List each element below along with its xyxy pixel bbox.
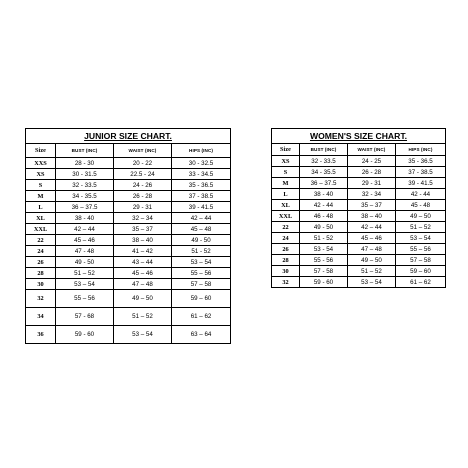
measurement-cell: 35 – 37 bbox=[348, 200, 396, 211]
table-row bbox=[272, 244, 446, 255]
measurement-cell: 46 - 48 bbox=[300, 211, 348, 222]
measurement-cell: 41 – 42 bbox=[114, 246, 172, 257]
table-row bbox=[26, 180, 231, 191]
measurement-cell: 32 - 33.5 bbox=[56, 180, 114, 191]
measurement-cell: 38 - 40 bbox=[56, 213, 114, 224]
table-row bbox=[272, 178, 446, 189]
table-row bbox=[26, 257, 231, 268]
table-row bbox=[26, 279, 231, 290]
measurement-cell: 51 – 52 bbox=[114, 308, 172, 326]
size-cell: XXL bbox=[26, 224, 56, 235]
measurement-cell: 34 - 35.5 bbox=[300, 167, 348, 178]
table-row bbox=[272, 266, 446, 277]
measurement-cell: 22.5 - 24 bbox=[114, 169, 172, 180]
table-row bbox=[26, 326, 231, 344]
size-cell: S bbox=[272, 167, 300, 178]
size-cell: 28 bbox=[272, 255, 300, 266]
measurement-cell: 38 – 40 bbox=[114, 235, 172, 246]
measurement-cell: 43 – 44 bbox=[114, 257, 172, 268]
table-row bbox=[272, 222, 446, 233]
measurement-cell: 45 - 48 bbox=[396, 200, 446, 211]
measurement-cell: 20 - 22 bbox=[114, 158, 172, 169]
size-cell: 26 bbox=[272, 244, 300, 255]
table-row bbox=[272, 167, 446, 178]
measurement-cell: 51 – 52 bbox=[56, 268, 114, 279]
measurement-cell: 45 – 48 bbox=[172, 224, 231, 235]
table-row bbox=[26, 224, 231, 235]
junior-size-chart bbox=[25, 128, 231, 344]
measurement-cell: 57 - 58 bbox=[300, 266, 348, 277]
size-cell: XL bbox=[26, 213, 56, 224]
size-cell: 22 bbox=[272, 222, 300, 233]
size-cell: XS bbox=[272, 156, 300, 167]
measurement-cell: 53 – 54 bbox=[348, 277, 396, 288]
measurement-cell: 51 - 52 bbox=[300, 233, 348, 244]
measurement-cell: 47 – 48 bbox=[114, 279, 172, 290]
measurement-cell: 35 – 37 bbox=[114, 224, 172, 235]
measurement-cell: 24 - 25 bbox=[348, 156, 396, 167]
table-row bbox=[26, 235, 231, 246]
measurement-cell: 37 - 38.5 bbox=[396, 167, 446, 178]
measurement-cell: 32 - 34 bbox=[348, 189, 396, 200]
measurement-cell: 42 – 44 bbox=[172, 213, 231, 224]
table-row bbox=[26, 308, 231, 326]
table-row bbox=[272, 277, 446, 288]
measurement-cell: 57 – 58 bbox=[172, 279, 231, 290]
junior-column-header: HIPS (INC) bbox=[172, 144, 231, 158]
measurement-cell: 55 – 56 bbox=[396, 244, 446, 255]
size-cell: XL bbox=[272, 200, 300, 211]
measurement-cell: 36 – 37.5 bbox=[56, 202, 114, 213]
table-row bbox=[272, 211, 446, 222]
measurement-cell: 57 – 58 bbox=[396, 255, 446, 266]
measurement-cell: 35 - 36.5 bbox=[396, 156, 446, 167]
measurement-cell: 29 - 31 bbox=[348, 178, 396, 189]
size-cell: M bbox=[26, 191, 56, 202]
measurement-cell: 49 – 50 bbox=[396, 211, 446, 222]
junior-column-header: WAIST (INC) bbox=[114, 144, 172, 158]
size-cell: 34 bbox=[26, 308, 56, 326]
measurement-cell: 55 - 56 bbox=[300, 255, 348, 266]
measurement-cell: 53 – 54 bbox=[172, 257, 231, 268]
measurement-cell: 37 - 38.5 bbox=[172, 191, 231, 202]
measurement-cell: 38 – 40 bbox=[348, 211, 396, 222]
measurement-cell: 34 - 35.5 bbox=[56, 191, 114, 202]
junior-column-header: Size bbox=[26, 144, 56, 158]
measurement-cell: 38 - 40 bbox=[300, 189, 348, 200]
size-cell: 24 bbox=[26, 246, 56, 257]
measurement-cell: 55 – 56 bbox=[56, 290, 114, 308]
table-row bbox=[272, 156, 446, 167]
measurement-cell: 45 – 46 bbox=[56, 235, 114, 246]
table-row bbox=[26, 191, 231, 202]
measurement-cell: 30 - 32.5 bbox=[172, 158, 231, 169]
table-row bbox=[26, 158, 231, 169]
table-row bbox=[26, 202, 231, 213]
size-cell: XS bbox=[26, 169, 56, 180]
measurement-cell: 61 – 62 bbox=[396, 277, 446, 288]
measurement-cell: 45 – 46 bbox=[114, 268, 172, 279]
table-row bbox=[26, 169, 231, 180]
womens-title-row bbox=[272, 129, 446, 144]
size-cell: S bbox=[26, 180, 56, 191]
measurement-cell: 39 - 41.5 bbox=[172, 202, 231, 213]
size-cell: 24 bbox=[272, 233, 300, 244]
measurement-cell: 42 – 44 bbox=[348, 222, 396, 233]
table-row bbox=[272, 189, 446, 200]
measurement-cell: 32 – 34 bbox=[114, 213, 172, 224]
size-cell: 30 bbox=[272, 266, 300, 277]
junior-title-row bbox=[26, 129, 231, 144]
measurement-cell: 30 - 31.5 bbox=[56, 169, 114, 180]
measurement-cell: 61 – 62 bbox=[172, 308, 231, 326]
measurement-cell: 45 – 46 bbox=[348, 233, 396, 244]
size-cell: L bbox=[26, 202, 56, 213]
table-row bbox=[272, 255, 446, 266]
womens-chart-title: WOMEN'S SIZE CHART. bbox=[272, 129, 446, 144]
size-cell: 28 bbox=[26, 268, 56, 279]
womens-column-header: BUST (INC) bbox=[300, 144, 348, 156]
measurement-cell: 53 - 54 bbox=[300, 244, 348, 255]
measurement-cell: 51 – 52 bbox=[348, 266, 396, 277]
size-cell: M bbox=[272, 178, 300, 189]
measurement-cell: 33 - 34.5 bbox=[172, 169, 231, 180]
measurement-cell: 55 – 56 bbox=[172, 268, 231, 279]
measurement-cell: 59 - 60 bbox=[56, 326, 114, 344]
womens-size-chart bbox=[271, 128, 446, 288]
measurement-cell: 59 – 60 bbox=[172, 290, 231, 308]
junior-header-row bbox=[26, 144, 231, 158]
table-row bbox=[26, 246, 231, 257]
junior-size-chart-body bbox=[26, 129, 231, 344]
measurement-cell: 47 - 48 bbox=[56, 246, 114, 257]
size-cell: 32 bbox=[272, 277, 300, 288]
measurement-cell: 49 - 50 bbox=[300, 222, 348, 233]
measurement-cell: 49 – 50 bbox=[114, 290, 172, 308]
measurement-cell: 32 - 33.5 bbox=[300, 156, 348, 167]
measurement-cell: 26 - 28 bbox=[114, 191, 172, 202]
size-cell: XXL bbox=[272, 211, 300, 222]
size-cell: 26 bbox=[26, 257, 56, 268]
measurement-cell: 53 – 54 bbox=[114, 326, 172, 344]
measurement-cell: 24 - 26 bbox=[114, 180, 172, 191]
table-row bbox=[272, 200, 446, 211]
table-row bbox=[26, 213, 231, 224]
size-cell: 30 bbox=[26, 279, 56, 290]
table-row bbox=[272, 233, 446, 244]
womens-column-header: HIPS (INC) bbox=[396, 144, 446, 156]
size-cell: 36 bbox=[26, 326, 56, 344]
measurement-cell: 29 - 31 bbox=[114, 202, 172, 213]
womens-header-row bbox=[272, 144, 446, 156]
table-row bbox=[26, 268, 231, 279]
junior-chart-title: JUNIOR SIZE CHART. bbox=[26, 129, 231, 144]
measurement-cell: 39 - 41.5 bbox=[396, 178, 446, 189]
measurement-cell: 63 – 64 bbox=[172, 326, 231, 344]
table-row bbox=[26, 290, 231, 308]
size-cell: L bbox=[272, 189, 300, 200]
womens-size-chart-body bbox=[272, 129, 446, 288]
measurement-cell: 42 - 44 bbox=[300, 200, 348, 211]
measurement-cell: 42 - 44 bbox=[396, 189, 446, 200]
measurement-cell: 51 - 52 bbox=[172, 246, 231, 257]
junior-column-header: BUST (INC) bbox=[56, 144, 114, 158]
size-cell: 22 bbox=[26, 235, 56, 246]
measurement-cell: 36 – 37.5 bbox=[300, 178, 348, 189]
measurement-cell: 59 - 60 bbox=[300, 277, 348, 288]
measurement-cell: 28 - 30 bbox=[56, 158, 114, 169]
measurement-cell: 35 - 36.5 bbox=[172, 180, 231, 191]
womens-column-header: WAIST (INC) bbox=[348, 144, 396, 156]
measurement-cell: 47 – 48 bbox=[348, 244, 396, 255]
measurement-cell: 53 – 54 bbox=[396, 233, 446, 244]
size-cell: XXS bbox=[26, 158, 56, 169]
measurement-cell: 49 - 50 bbox=[172, 235, 231, 246]
size-cell: 32 bbox=[26, 290, 56, 308]
measurement-cell: 26 - 28 bbox=[348, 167, 396, 178]
measurement-cell: 49 - 50 bbox=[56, 257, 114, 268]
measurement-cell: 53 – 54 bbox=[56, 279, 114, 290]
measurement-cell: 51 – 52 bbox=[396, 222, 446, 233]
womens-column-header: Size bbox=[272, 144, 300, 156]
measurement-cell: 57 - 68 bbox=[56, 308, 114, 326]
measurement-cell: 42 – 44 bbox=[56, 224, 114, 235]
measurement-cell: 49 – 50 bbox=[348, 255, 396, 266]
measurement-cell: 59 – 60 bbox=[396, 266, 446, 277]
